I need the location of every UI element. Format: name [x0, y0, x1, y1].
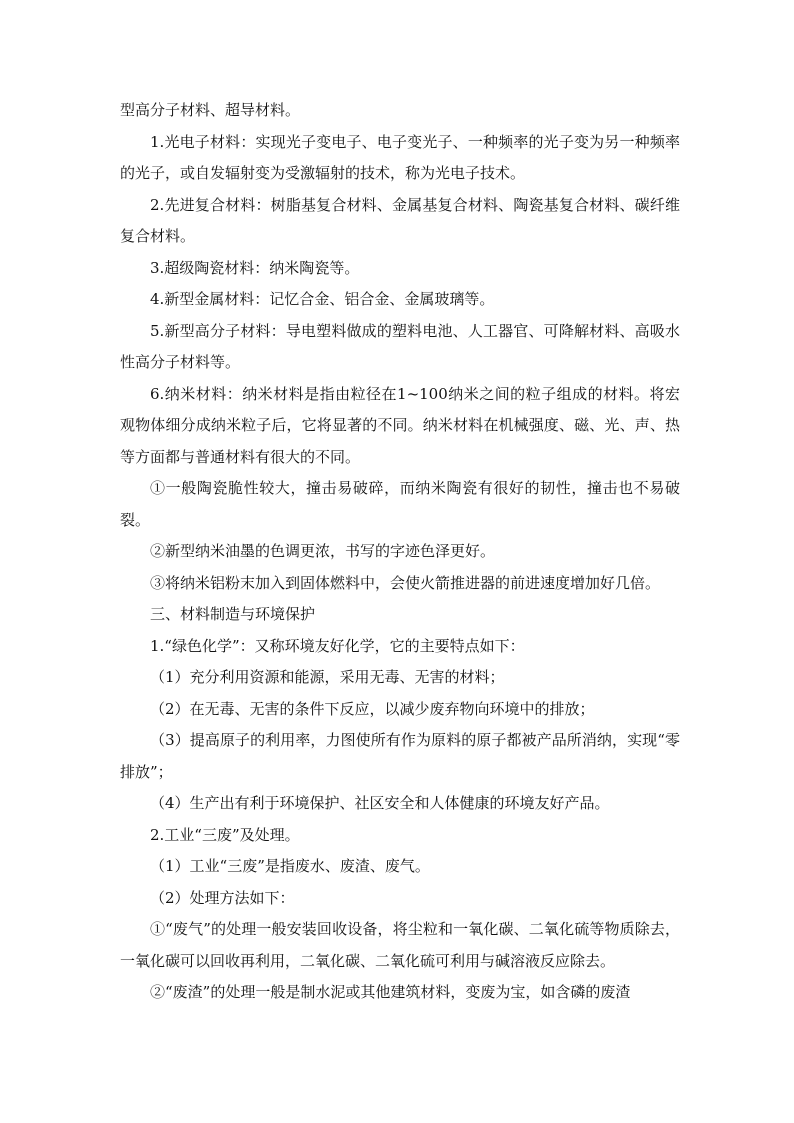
paragraph: 2.工业“三废”及处理。: [150, 825, 300, 844]
paragraph: ①“废气”的处理一般安装回收设备，将尘粒和一氧化碳、二氧化硫等物质除去，一氧化碳可以回收再利用，二氧化碳、二氧化硫可利用与碱溶液反应除去。: [120, 920, 680, 970]
document-body: [120, 95, 680, 1009]
paragraph: ②“废渣”的处理一般是制水泥或其他建筑材料，变废为宝，如含磷的废渣: [150, 983, 631, 1001]
paragraph: 3.超级陶瓷材料：纳米陶瓷等。: [150, 258, 360, 277]
paragraph: 三、材料制造与环境保护: [150, 605, 316, 623]
paragraph: （4）生产出有利于环境保护、社区安全和人体健康的环境友好产品。: [150, 794, 610, 812]
paragraph: （2）处理方法如下：: [150, 888, 295, 907]
paragraph: 型高分子材料、超导材料。: [120, 101, 301, 119]
paragraph: 4.新型金属材料：记忆合金、铝合金、金属玻璃等。: [150, 290, 495, 308]
paragraph: （1）工业“三废”是指废水、废渣、废气。: [150, 857, 430, 875]
paragraph: 5.新型高分子材料：导电塑料做成的塑料电池、人工器官、可降解材料、高吸水性高分子材料等。: [120, 321, 680, 371]
paragraph: （2）在无毒、无害的条件下反应，以减少废弃物向环境中的排放；: [150, 699, 595, 718]
paragraph: 6.纳米材料：纳米材料是指由粒径在1~100纳米之间的粒子组成的材料。将宏观物体细分成纳米粒子后，它将显著的不同。纳米材料在机械强度、磁、光、声、热等方面都与普通材料有很大的不同。: [120, 384, 680, 466]
paragraph: ①一般陶瓷脆性较大，撞击易破碎，而纳米陶瓷有很好的韧性，撞击也不易破裂。: [120, 479, 680, 529]
paragraph: 1.光电子材料：实现光子变电子、电子变光子、一种频率的光子变为另一种频率的光子，或自发辐射变为受激辐射的技术，称为光电子技术。: [120, 132, 680, 182]
paragraph: ②新型纳米油墨的色调更浓，书写的字迹色泽更好。: [150, 542, 496, 560]
paragraph: 1.“绿色化学”：又称环境友好化学，它的主要特点如下：: [150, 636, 525, 655]
paragraph: ③将纳米铝粉末加入到固体燃料中，会使火箭推进器的前进速度增加好几倍。: [150, 573, 661, 592]
paragraph: （1）充分利用资源和能源，采用无毒、无害的材料；: [150, 668, 505, 686]
paragraph: （3）提高原子的利用率，力图使所有作为原料的原子都被产品所消纳，实现“零排放”；: [120, 731, 680, 781]
paragraph: 2.先进复合材料：树脂基复合材料、金属基复合材料、陶瓷基复合材料、碳纤维复合材料。: [120, 195, 680, 245]
